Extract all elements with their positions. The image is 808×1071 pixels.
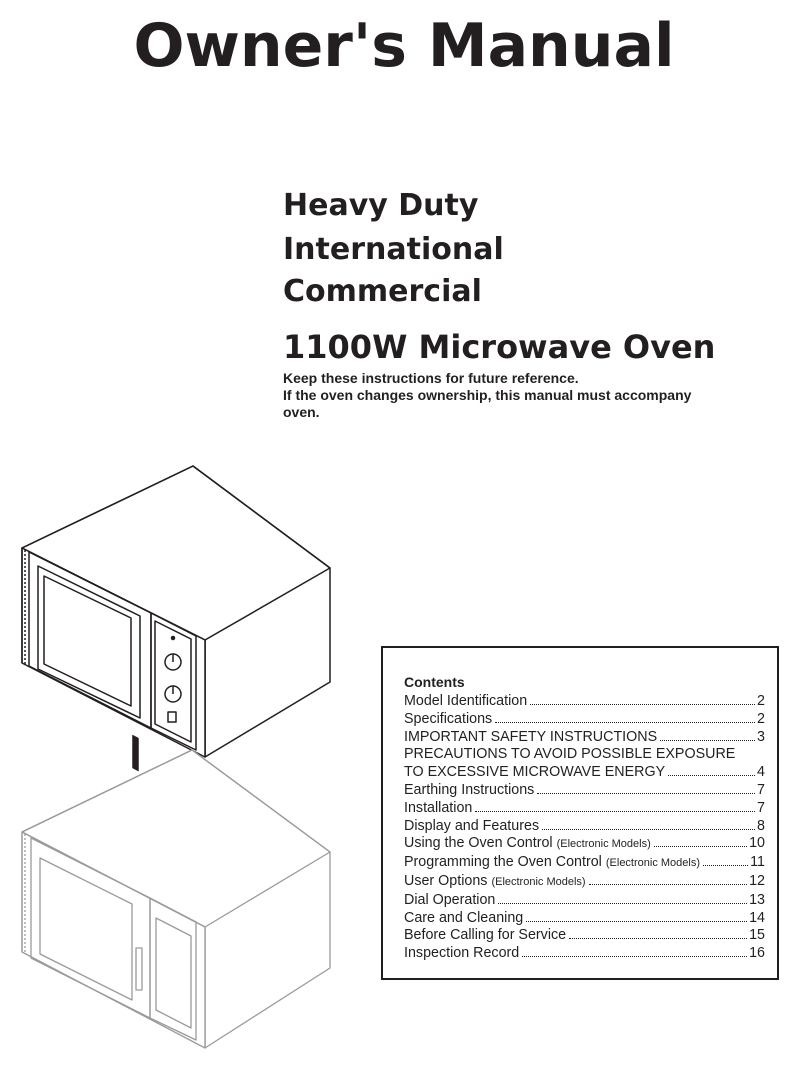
toc-page: 10 — [749, 835, 765, 852]
table-of-contents — [381, 646, 779, 980]
keep-line-3: oven. — [283, 404, 320, 420]
oven-dark-illustration — [22, 466, 330, 770]
toc-leader — [530, 704, 755, 705]
toc-label: Programming the Oven Control — [404, 854, 602, 871]
toc-row — [404, 892, 765, 910]
toc-label: Specifications — [404, 710, 493, 727]
toc-leader — [498, 903, 747, 904]
toc-row — [404, 910, 765, 928]
toc-label: Earthing Instructions — [404, 781, 535, 798]
toc-label: Inspection Record — [404, 945, 520, 962]
toc-leader — [703, 865, 748, 866]
subtitle-line-1: Heavy Duty — [283, 188, 479, 223]
toc-page: 13 — [749, 891, 765, 908]
toc-page: 2 — [757, 693, 765, 709]
toc-leader — [660, 740, 755, 741]
toc-row — [404, 800, 765, 818]
toc-label: Using the Oven Control — [404, 835, 553, 852]
toc-page: 7 — [757, 799, 765, 816]
toc-label: User Options — [404, 872, 488, 889]
toc-leader — [569, 938, 747, 939]
toc-row — [404, 835, 765, 854]
toc-page: 12 — [749, 872, 765, 889]
toc-row — [404, 729, 765, 747]
page-title: Owner's Manual — [133, 11, 675, 81]
microwave-oven-illustrations — [0, 455, 380, 1071]
toc-row — [404, 873, 765, 892]
toc-row — [404, 693, 765, 711]
toc-leader — [537, 793, 755, 794]
contents-heading: Contents — [404, 674, 465, 690]
toc-page: 14 — [749, 909, 765, 926]
toc-page: 3 — [757, 728, 765, 745]
toc-row — [404, 746, 765, 764]
toc-label: Dial Operation — [404, 891, 496, 908]
toc-leader — [526, 921, 747, 922]
toc-label: Before Calling for Service — [404, 927, 567, 944]
keep-line-1: Keep these instructions for future reference. — [283, 370, 579, 386]
toc-row — [404, 782, 765, 800]
toc-row — [404, 764, 765, 782]
toc-label: PRECAUTIONS TO AVOID POSSIBLE EXPOSURE — [404, 746, 736, 763]
toc-leader — [589, 884, 748, 885]
toc-page: 8 — [757, 817, 765, 834]
toc-page: 7 — [757, 781, 765, 798]
toc-leader — [542, 829, 755, 830]
toc-note: (Electronic Models) — [491, 875, 586, 888]
product-name: 1100W Microwave Oven — [283, 328, 716, 366]
toc-page: 11 — [750, 854, 765, 871]
toc-leader — [495, 722, 755, 723]
oven-light-illustration — [22, 750, 330, 1048]
toc-note: (Electronic Models) — [556, 838, 651, 851]
toc-row — [404, 854, 765, 873]
toc-page: 2 — [757, 710, 765, 727]
toc-label: TO EXCESSIVE MICROWAVE ENERGY — [404, 764, 666, 781]
toc-page: 15 — [749, 927, 765, 944]
toc-page: 16 — [749, 945, 765, 962]
toc-row — [404, 927, 765, 945]
toc-leader — [654, 846, 747, 847]
toc-leader — [522, 956, 747, 957]
toc-row — [404, 818, 765, 836]
subtitle-line-2: International — [283, 232, 504, 267]
toc-label: Display and Features — [404, 817, 540, 834]
subtitle-line-3: Commercial — [283, 274, 482, 309]
toc-label: IMPORTANT SAFETY INSTRUCTIONS — [404, 728, 658, 745]
toc-leader — [475, 811, 755, 812]
toc-list — [404, 693, 765, 963]
toc-label: Care and Cleaning — [404, 909, 524, 926]
toc-label: Model Identification — [404, 693, 528, 709]
toc-note: (Electronic Models) — [605, 857, 701, 870]
toc-row — [404, 711, 765, 729]
toc-label: Installation — [404, 799, 473, 816]
keep-line-2: If the oven changes ownership, this manual must accompany — [283, 387, 692, 403]
toc-row — [404, 945, 765, 963]
toc-leader — [668, 775, 755, 776]
toc-page: 4 — [757, 764, 765, 781]
keep-instructions — [283, 370, 743, 421]
